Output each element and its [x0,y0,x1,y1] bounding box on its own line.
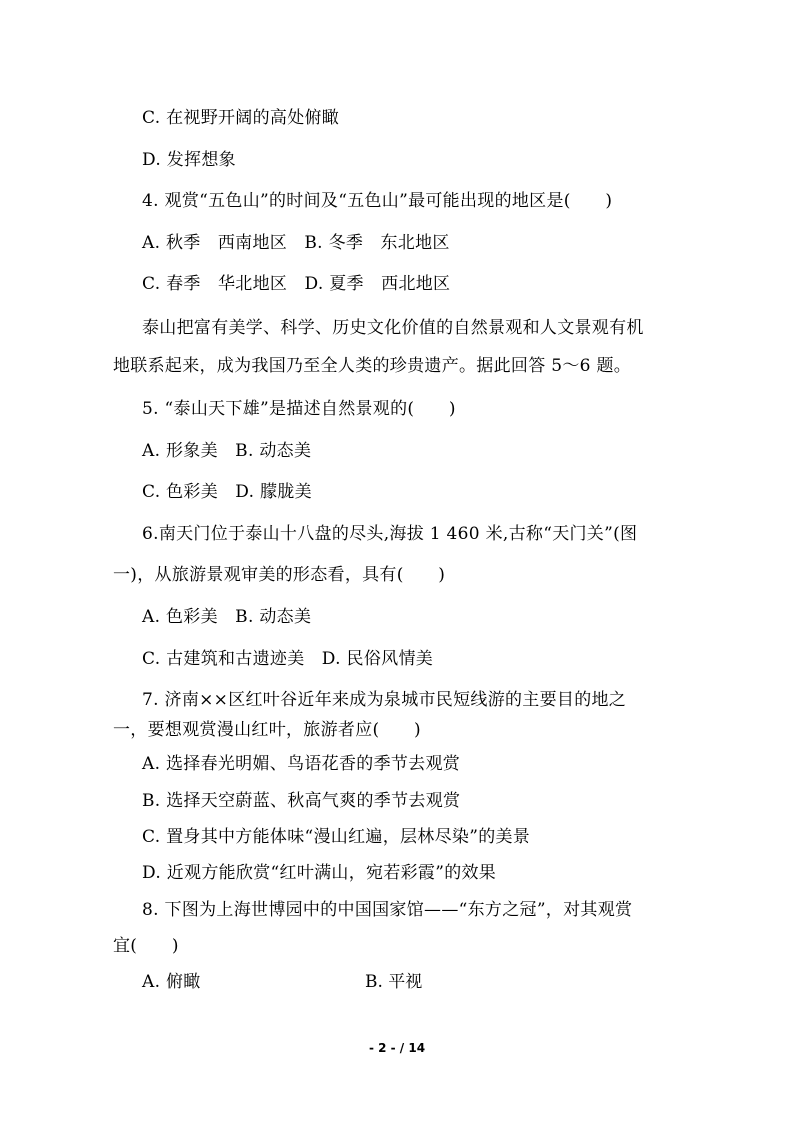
question-8-stem-line2: 宜( ) [113,936,179,956]
q4-options-ab: A. 秋季 西南地区 B. 冬季 东北地区 [142,233,450,253]
q7-option-d: D. 近观方能欣赏“红叶满山，宛若彩霞”的效果 [142,863,497,883]
q8-option-a: A. 俯瞰 [142,972,201,992]
page-number: - 2 - / 14 [368,1041,426,1055]
q6-options-ab: A. 色彩美 B. 动态美 [142,607,312,627]
q6-options-cd: C. 古建筑和古遗迹美 D. 民俗风情美 [142,649,434,669]
q7-option-a: A. 选择春光明媚、鸟语花香的季节去观赏 [142,754,461,774]
passage-taishan-line1: 泰山把富有美学、科学、历史文化价值的自然景观和人文景观有机 [142,318,644,338]
q4-options-cd: C. 春季 华北地区 D. 夏季 西北地区 [142,274,451,294]
question-8-stem-line1: 8. 下图为上海世博园中的中国国家馆——“东方之冠”，对其观赏 [142,900,633,920]
q3-option-d: D. 发挥想象 [142,150,236,170]
question-6-stem-line2: 一)，从旅游景观审美的形态看，具有( ) [113,565,446,585]
q7-option-c: C. 置身其中方能体味“漫山红遍，层林尽染”的美景 [142,827,531,847]
question-7-stem-line2: 一，要想观赏漫山红叶，旅游者应( ) [113,720,421,740]
question-5-stem: 5. “泰山天下雄”是描述自然景观的( ) [142,399,456,419]
q3-option-c: C. 在视野开阔的高处俯瞰 [142,108,340,128]
q7-option-b: B. 选择天空蔚蓝、秋高气爽的季节去观赏 [142,791,461,811]
q5-options-cd: C. 色彩美 D. 朦胧美 [142,482,312,502]
q8-option-b: B. 平视 [365,972,423,992]
question-6-stem-line1: 6.南天门位于泰山十八盘的尽头,海拔 1 460 米,古称“天门关”(图 [142,524,638,544]
question-4-stem: 4. 观赏“五色山”的时间及“五色山”最可能出现的地区是( ) [142,191,613,211]
q5-options-ab: A. 形象美 B. 动态美 [142,441,312,461]
passage-taishan-line2: 地联系起来，成为我国乃至全人类的珍贵遗产。据此回答 5～6 题。 [113,356,632,376]
question-7-stem-line1: 7. 济南××区红叶谷近年来成为泉城市民短线游的主要目的地之 [142,690,627,710]
